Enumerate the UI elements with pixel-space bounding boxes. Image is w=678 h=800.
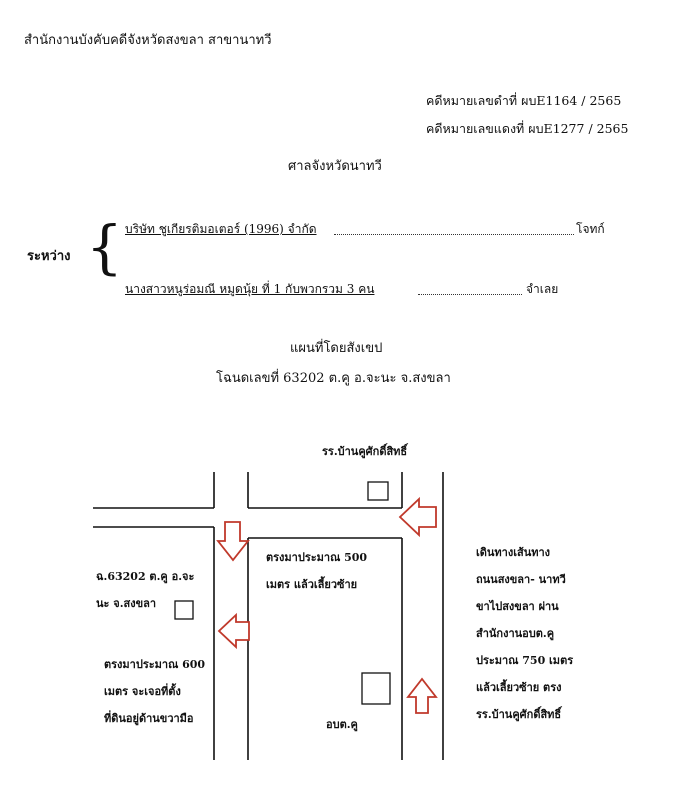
straight-600-line3: ที่ดินอยู่ด้านขวามือ	[104, 712, 194, 725]
arrow-down-left-road	[218, 522, 248, 560]
route-line: แล้วเลี้ยวซ้าย ตรง	[476, 681, 562, 694]
arrow-left-top	[400, 499, 436, 535]
route-line: ประมาณ 750 เมตร	[476, 654, 574, 667]
tambon-office-building	[362, 673, 390, 704]
deed-label-line2: นะ จ.สงขลา	[96, 597, 157, 610]
defendant-role: จำเลย	[526, 282, 559, 296]
map-subtitle: โฉนดเลขที่ 63202 ต.คู อ.จะนะ จ.สงขลา	[216, 371, 451, 386]
route-line: ขาไปสงขลา ผ่าน	[476, 600, 559, 613]
route-line: สำนักงานอบต.คู	[476, 627, 555, 640]
school-label: รร.บ้านคูศักดิ์สิทธิ์	[322, 445, 408, 458]
brace-symbol: {	[86, 213, 123, 281]
office-name: สำนักงานบังคับคดีจังหวัดสงขลา สาขานาทวี	[24, 33, 272, 48]
straight-600-line1: ตรงมาประมาณ 600	[104, 658, 206, 671]
route-line: เดินทางเส้นทาง	[476, 546, 551, 559]
school-building	[368, 482, 388, 500]
straight-600-line2: เมตร จะเจอที่ตั้ง	[104, 685, 181, 698]
defendant-name: นางสาวหนูร่อมณี หมูดนุ้ย ที่ 1 กับพวกรวม 3 คน	[125, 282, 375, 296]
tambon-office-label: อบต.คู	[326, 718, 358, 731]
arrow-left-middle	[219, 615, 249, 647]
straight-500-line2: เมตร แล้วเลี้ยวซ้าย	[266, 578, 358, 591]
plaintiff-name: บริษัท ชูเกียรติมอเตอร์ (1996) จำกัด	[125, 222, 317, 236]
route-line: ถนนสงขลา- นาทวี	[476, 573, 566, 586]
map-title: แผนที่โดยสังเขป	[290, 341, 383, 356]
black-case-number: คดีหมายเลขดำที่ ผบE1164 / 2565	[426, 93, 622, 108]
deed-label-line1: ฉ.63202 ต.คู อ.จะ	[96, 570, 195, 583]
land-plot-marker	[175, 601, 193, 619]
straight-500-line1: ตรงมาประมาณ 500	[266, 551, 368, 564]
arrow-up-highway	[408, 679, 436, 713]
route-line: รร.บ้านคูศักดิ์สิทธิ์	[476, 708, 562, 721]
between-label: ระหว่าง	[27, 249, 71, 264]
court-name: ศาลจังหวัดนาทวี	[288, 159, 382, 174]
plaintiff-role: โจทก์	[576, 222, 605, 236]
red-case-number: คดีหมายเลขแดงที่ ผบE1277 / 2565	[426, 121, 629, 136]
